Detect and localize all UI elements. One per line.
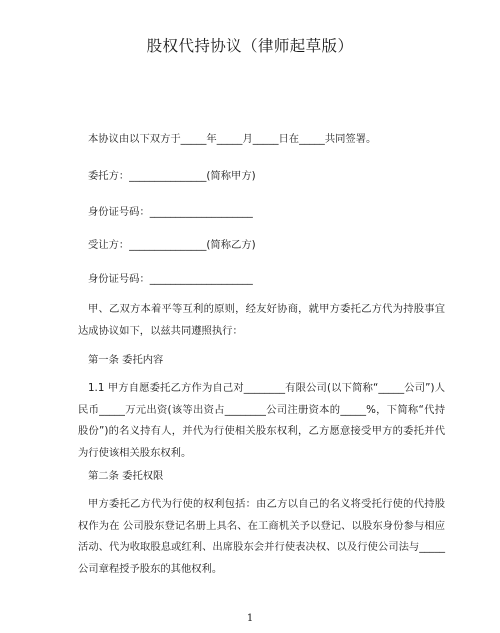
agent-id-line: 身份证号码：____________________ (88, 273, 253, 285)
agreement-intro: 本协议由以下双方于_____年_____月_____日在_____共同签署。 (88, 133, 377, 145)
article-2-body: 甲方委托乙方代为行使的权利包括：由乙方以自己的名义将受托行使的代持股权作为在 公司股东登记名册上具名、在工商机关予以登记、以股东身份参与相应活动、代为收取股息或红利、出席股东会并行使表决权、以及行使公司法与_____公司章程授予股东的其他权利。 (78, 498, 445, 575)
article-2-heading: 第二条 委托权限 (88, 470, 164, 482)
article-1-body: 1.1 甲方自愿委托乙方作为自己对________有限公司(以下简称“_____公司”)人民币_____万元出资(该等出资占________公司注册资本的_____%，下简称“代持股份”)的名义持有人，并代为行使相关股东权利，乙方愿意接受甲方的委托并代为行使该相关股东权利。 (78, 382, 445, 459)
document-title: 股权代持协议（律师起草版） (146, 37, 354, 55)
principal-party-line: 委托方：_______________(简称甲方) (88, 170, 256, 182)
principal-id-line: 身份证号码：____________________ (88, 206, 253, 218)
article-1-heading: 第一条 委托内容 (88, 354, 164, 366)
preamble-paragraph: 甲、乙双方本着平等互利的原则，经友好协商，就甲方委托乙方代为持股事宜达成协议如下，以兹共同遵照执行： (78, 303, 445, 337)
agent-party-line: 受让方：_______________(简称乙方) (88, 239, 256, 251)
page-number: 1 (246, 613, 254, 624)
